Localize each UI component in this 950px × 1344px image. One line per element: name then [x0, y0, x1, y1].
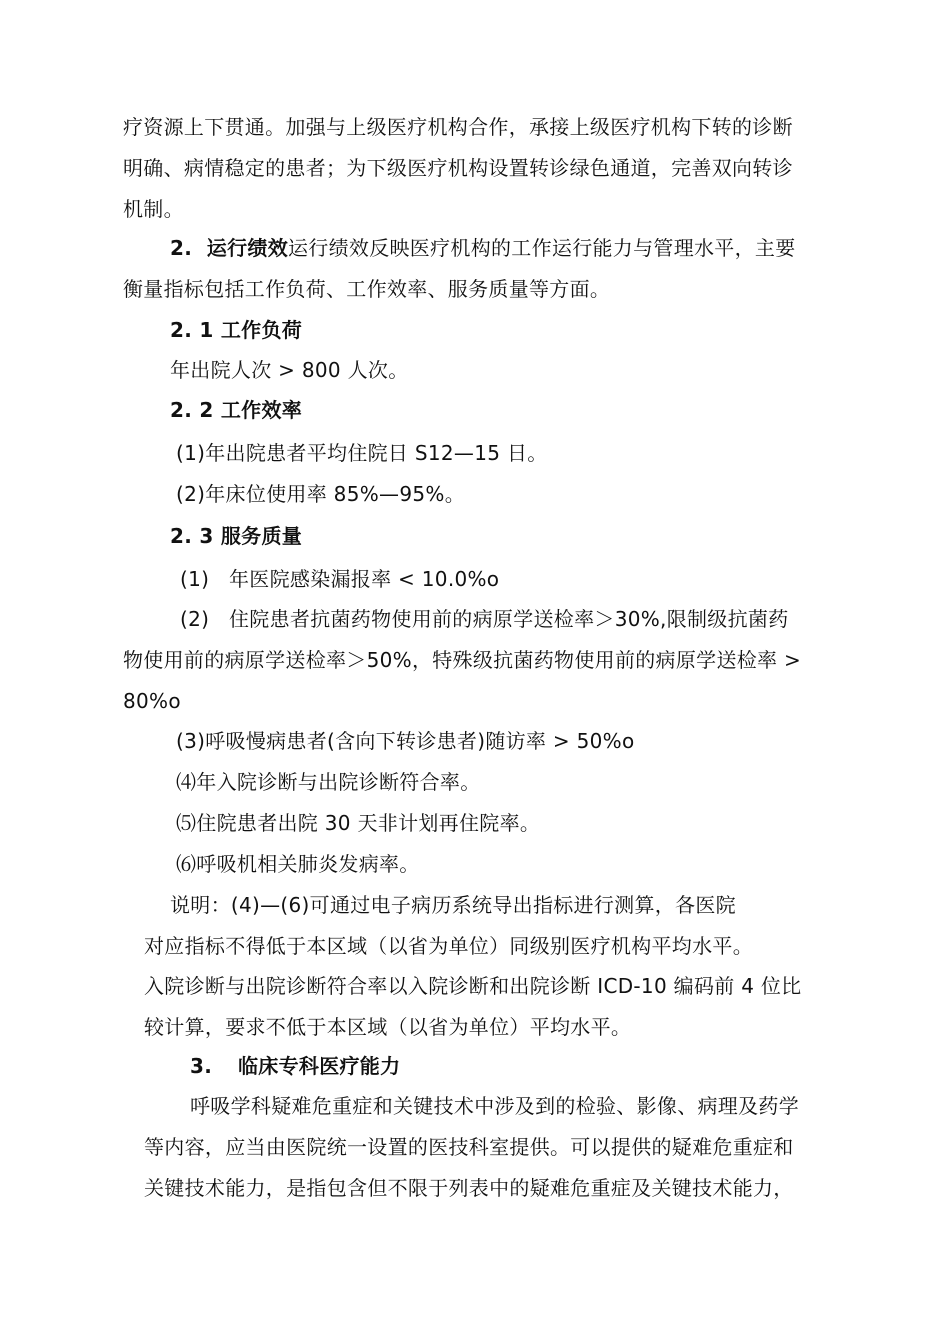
item-2-1: 年出院人次 > 800 人次。: [170, 358, 409, 382]
section-2-line-2: 衡量指标包括工作负荷、工作效率、服务质量等方面。: [123, 277, 611, 301]
note-line-1: 说明：(4)—(6)可通过电子病历系统导出指标进行测算，各医院: [170, 893, 736, 917]
section-3-line-2: 等内容，应当由医院统一设置的医技科室提供。可以提供的疑难危重症和: [144, 1135, 794, 1159]
note-line-4: 较计算，要求不低于本区域（以省为单位）平均水平。: [144, 1015, 632, 1039]
section-3-title: 临床专科医疗能力: [238, 1054, 401, 1078]
item-2-3-1: 年医院感染漏报率 < 10.0%o: [229, 567, 500, 591]
section-2-text: 运行绩效反映医疗机构的工作运行能力与管理水平，主要: [288, 236, 796, 260]
item-2-3-2: 住院患者抗菌药物使用前的病原学送检率＞30%,限制级抗菌药: [229, 607, 789, 631]
section-3-line-1: 呼吸学科疑难危重症和关键技术中涉及到的检验、影像、病理及药学: [190, 1094, 799, 1118]
note-line-3: 入院诊断与出院诊断符合率以入院诊断和出院诊断 ICD-10 编码前 4 位比: [144, 974, 802, 998]
section-2-line-1: [170, 234, 796, 262]
item-2-3-4: ⑷年入院诊断与出院诊断符合率。: [176, 770, 481, 794]
body-line-2: 明确、病情稳定的患者；为下级医疗机构设置转诊绿色通道，完善双向转诊: [123, 156, 793, 180]
body-line-3: 机制。: [123, 197, 184, 221]
item-2-3-5: ⑸住院患者出院 30 天非计划再住院率。: [176, 811, 541, 835]
item-2-2-1: (1)年出院患者平均住院日 S12—15 日。: [176, 441, 548, 465]
item-2-3-2-line-3: 80%o: [123, 689, 181, 713]
section-2-number: 2.: [170, 236, 193, 260]
heading-2-2: 2. 2 工作效率: [170, 398, 303, 422]
item-2-3-1-number: (1): [180, 567, 210, 591]
note-line-2: 对应指标不得低于本区域（以省为单位）同级别医疗机构平均水平。: [144, 934, 753, 958]
item-2-3-2-line-2: 物使用前的病原学送检率＞50%，特殊级抗菌药物使用前的病原学送检率 >: [123, 648, 802, 672]
item-2-2-2: (2)年床位使用率 85%—95%。: [176, 482, 465, 506]
section-3-line-3: 关键技术能力，是指包含但不限于列表中的疑难危重症及关键技术能力，: [144, 1176, 794, 1200]
section-2-title: 运行绩效: [206, 236, 288, 260]
heading-2-1: 2. 1 工作负荷: [170, 318, 303, 342]
heading-2-3: 2. 3 服务质量: [170, 524, 303, 548]
section-3-number: 3.: [190, 1054, 213, 1078]
item-2-3-6: ⑹呼吸机相关肺炎发病率。: [176, 852, 420, 876]
item-2-3-2-number: (2): [180, 607, 210, 631]
body-line-1: 疗资源上下贯通。加强与上级医疗机构合作，承接上级医疗机构下转的诊断: [123, 115, 793, 139]
item-2-3-3: (3)呼吸慢病患者(含向下转诊患者)随访率 > 50%o: [176, 729, 635, 753]
